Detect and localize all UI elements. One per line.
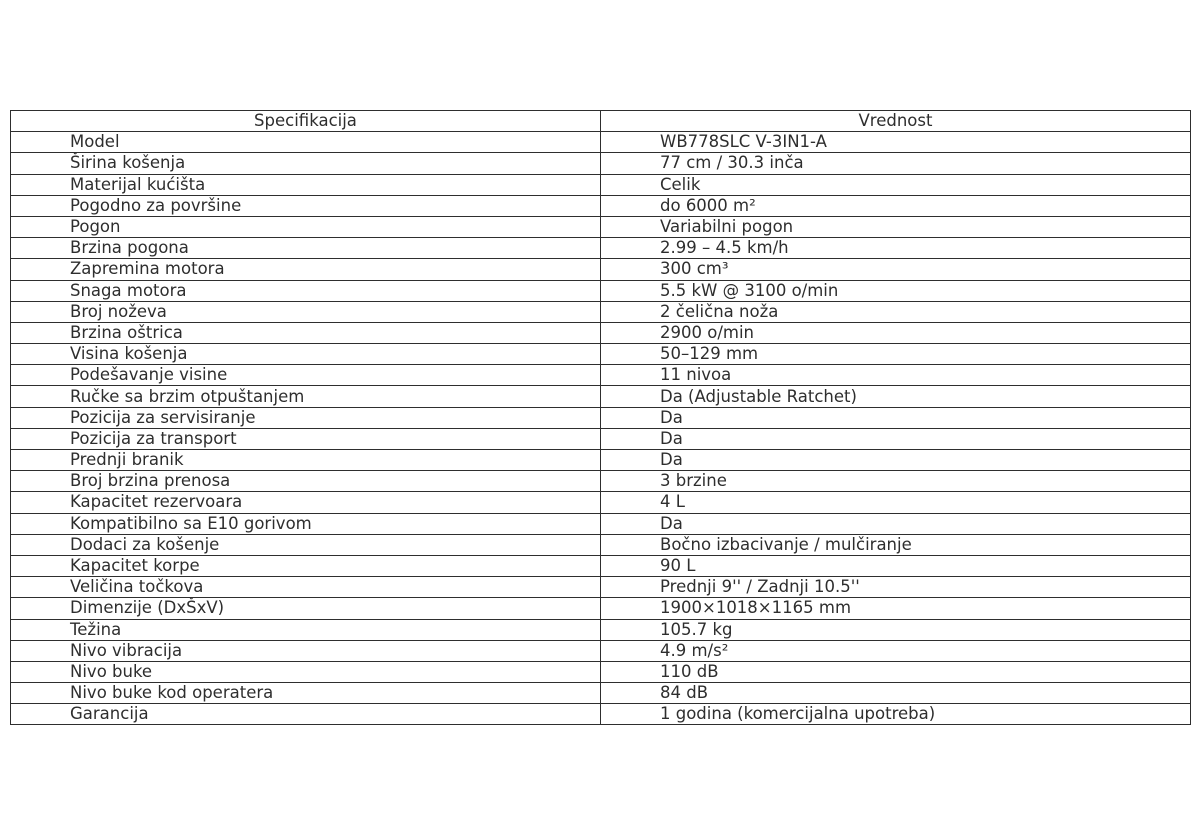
- spec-value-cell: Da: [601, 428, 1191, 449]
- table-row: [11, 386, 1191, 407]
- spec-name-cell: Kompatibilno sa E10 gorivom: [11, 513, 601, 534]
- spec-value-cell: 77 cm / 30.3 inča: [601, 153, 1191, 174]
- spec-name-cell: Nivo vibracija: [11, 640, 601, 661]
- spec-value-cell: 2 čelična noža: [601, 301, 1191, 322]
- table-row: [11, 534, 1191, 555]
- table-row: [11, 704, 1191, 725]
- table-row: [11, 555, 1191, 576]
- spec-value-cell: do 6000 m²: [601, 195, 1191, 216]
- spec-value-cell: 4 L: [601, 492, 1191, 513]
- spec-name-cell: Broj noževa: [11, 301, 601, 322]
- table-body: [11, 132, 1191, 725]
- table-header-row: [11, 111, 1191, 132]
- spec-name-cell: Dodaci za košenje: [11, 534, 601, 555]
- spec-name-cell: Kapacitet rezervoara: [11, 492, 601, 513]
- spec-table: [10, 110, 1191, 725]
- spec-value-cell: 1900×1018×1165 mm: [601, 598, 1191, 619]
- table-row: [11, 513, 1191, 534]
- table-row: [11, 238, 1191, 259]
- spec-name-cell: Zapremina motora: [11, 259, 601, 280]
- table-row: [11, 344, 1191, 365]
- spec-name-cell: Model: [11, 132, 601, 153]
- table-row: [11, 301, 1191, 322]
- spec-name-cell: Pozicija za transport: [11, 428, 601, 449]
- spec-value-cell: 50–129 mm: [601, 344, 1191, 365]
- spec-value-cell: 11 nivoa: [601, 365, 1191, 386]
- table-row: [11, 661, 1191, 682]
- spec-value-cell: 1 godina (komercijalna upotreba): [601, 704, 1191, 725]
- spec-value-cell: 90 L: [601, 555, 1191, 576]
- spec-value-cell: Da: [601, 407, 1191, 428]
- spec-value-cell: 2.99 – 4.5 km/h: [601, 238, 1191, 259]
- header-specifikacija: Specifikacija: [11, 111, 601, 132]
- spec-name-cell: Snaga motora: [11, 280, 601, 301]
- spec-value-cell: 110 dB: [601, 661, 1191, 682]
- table-row: [11, 640, 1191, 661]
- table-row: [11, 598, 1191, 619]
- spec-value-cell: WB778SLC V-3IN1-A: [601, 132, 1191, 153]
- spec-name-cell: Visina košenja: [11, 344, 601, 365]
- spec-value-cell: 2900 o/min: [601, 322, 1191, 343]
- table-row: [11, 619, 1191, 640]
- spec-value-cell: 300 cm³: [601, 259, 1191, 280]
- spec-name-cell: Podešavanje visine: [11, 365, 601, 386]
- table-row: [11, 153, 1191, 174]
- table-row: [11, 492, 1191, 513]
- table-row: [11, 577, 1191, 598]
- header-vrednost: Vrednost: [601, 111, 1191, 132]
- spec-value-cell: 105.7 kg: [601, 619, 1191, 640]
- spec-value-cell: Da: [601, 513, 1191, 534]
- spec-name-cell: Broj brzina prenosa: [11, 471, 601, 492]
- spec-value-cell: Prednji 9'' / Zadnji 10.5'': [601, 577, 1191, 598]
- spec-value-cell: Da: [601, 450, 1191, 471]
- spec-name-cell: Ručke sa brzim otpuštanjem: [11, 386, 601, 407]
- table-row: [11, 259, 1191, 280]
- spec-value-cell: Celik: [601, 174, 1191, 195]
- table-row: [11, 132, 1191, 153]
- spec-name-cell: Brzina oštrica: [11, 322, 601, 343]
- spec-name-cell: Težina: [11, 619, 601, 640]
- spec-value-cell: Bočno izbacivanje / mulčiranje: [601, 534, 1191, 555]
- spec-value-cell: Variabilni pogon: [601, 216, 1191, 237]
- table-row: [11, 471, 1191, 492]
- table-row: [11, 683, 1191, 704]
- spec-name-cell: Kapacitet korpe: [11, 555, 601, 576]
- table-row: [11, 174, 1191, 195]
- spec-value-cell: 5.5 kW @ 3100 o/min: [601, 280, 1191, 301]
- spec-name-cell: Širina košenja: [11, 153, 601, 174]
- table-row: [11, 280, 1191, 301]
- spec-name-cell: Veličina točkova: [11, 577, 601, 598]
- spec-name-cell: Brzina pogona: [11, 238, 601, 259]
- table-row: [11, 365, 1191, 386]
- spec-value-cell: 3 brzine: [601, 471, 1191, 492]
- spec-name-cell: Dimenzije (DxŠxV): [11, 598, 601, 619]
- spec-name-cell: Materijal kućišta: [11, 174, 601, 195]
- table-row: [11, 322, 1191, 343]
- spec-value-cell: Da (Adjustable Ratchet): [601, 386, 1191, 407]
- table-row: [11, 428, 1191, 449]
- spec-name-cell: Prednji branik: [11, 450, 601, 471]
- spec-name-cell: Nivo buke kod operatera: [11, 683, 601, 704]
- spec-name-cell: Garancija: [11, 704, 601, 725]
- table-row: [11, 195, 1191, 216]
- spec-name-cell: Pozicija za servisiranje: [11, 407, 601, 428]
- table-row: [11, 407, 1191, 428]
- spec-name-cell: Pogon: [11, 216, 601, 237]
- table-row: [11, 450, 1191, 471]
- table-row: [11, 216, 1191, 237]
- spec-name-cell: Nivo buke: [11, 661, 601, 682]
- spec-value-cell: 84 dB: [601, 683, 1191, 704]
- spec-name-cell: Pogodno za površine: [11, 195, 601, 216]
- spec-value-cell: 4.9 m/s²: [601, 640, 1191, 661]
